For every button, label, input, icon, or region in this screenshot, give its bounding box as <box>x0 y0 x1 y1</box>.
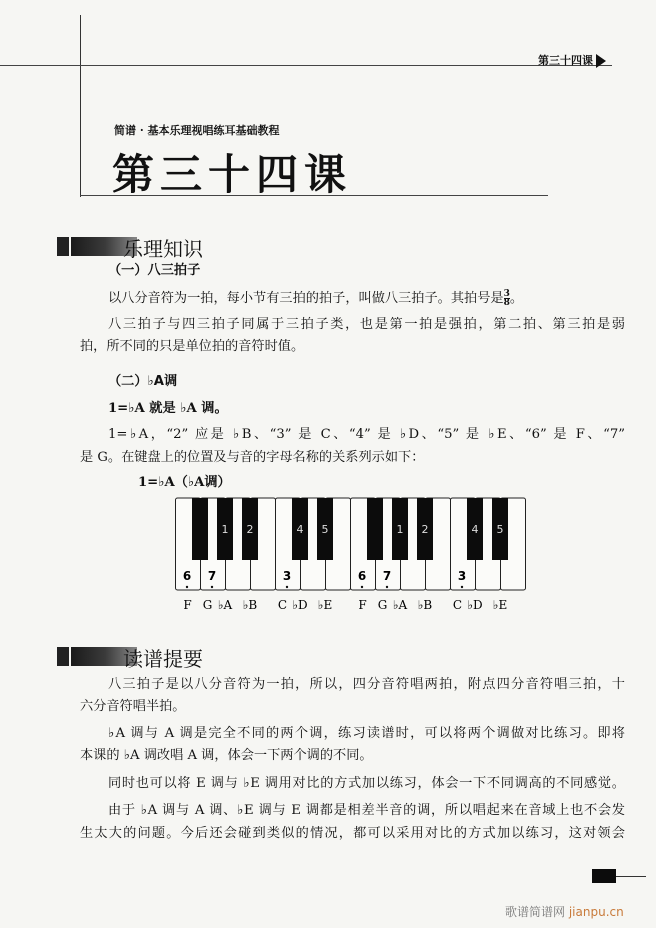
black-key-number: 5 <box>496 523 504 536</box>
black-key-number: 4 <box>296 523 304 536</box>
subheading-3-8-time: （一）八三拍子 <box>108 263 201 278</box>
paragraph-line <box>108 290 523 308</box>
note-name-label: ♭A <box>392 598 408 612</box>
low-octave-dot <box>361 586 363 588</box>
paragraph-line: 1=♭A 就是 ♭A 调。 <box>108 401 228 416</box>
paragraph-line: 生太大的问题。今后还会碰到类似的情况，都可以采用对比的方式加以练习，这对领会 <box>80 826 625 841</box>
keyboard-caption: 1=♭A（♭A调） <box>138 475 231 490</box>
note-name-label: G <box>202 598 213 612</box>
note-name-label: F <box>358 598 367 612</box>
note-name-label: C <box>277 598 288 612</box>
subheading-a-flat-key: （二）♭A调 <box>108 374 178 389</box>
watermark <box>505 903 624 920</box>
paragraph-line: 1=♭A，“2” 应是 ♭B、“3” 是 C、“4” 是 ♭D、“5” 是 ♭E、“6” 是 F、“7” <box>108 427 625 442</box>
header-rule <box>0 65 612 66</box>
note-name-label: ♭D <box>467 598 483 612</box>
note-name-label: ♭E <box>492 598 508 612</box>
paragraph-line: ♭A 调与 A 调是完全不同的两个调，练习读谱时，可以将两个调做对比练习。即将 <box>108 726 625 741</box>
low-octave-dot <box>286 586 288 588</box>
paragraph-line: 八三拍子与四三拍子同属于三拍子类，也是第一拍是强拍，第二拍、第三拍是弱 <box>108 317 625 332</box>
watermark-url: jianpu.cn <box>568 905 624 919</box>
note-name-label: C <box>452 598 463 612</box>
note-name-label: ♭B <box>242 598 258 612</box>
paragraph-line: 八三拍子是以八分音符为一拍，所以，四分音符唱两拍，附点四分音符唱三拍，十 <box>108 677 625 692</box>
black-key-number: 1 <box>396 523 404 536</box>
white-key-number: 6 <box>182 569 192 583</box>
paragraph-line: 六分音符唱半拍。 <box>80 699 186 714</box>
watermark-text: 歌谱简谱网 <box>505 905 566 919</box>
low-octave-dot <box>211 586 213 588</box>
page-number-rule <box>616 876 646 877</box>
white-key-number: 7 <box>382 569 392 583</box>
white-key-number: 3 <box>282 569 292 583</box>
black-key-number: 1 <box>221 523 229 536</box>
white-key-number: 3 <box>457 569 467 583</box>
white-key-number: 7 <box>207 569 217 583</box>
paragraph-line: 同时也可以将 E 调与 ♭E 调用对比的方式加以练习，体会一下不同调高的不同感觉。 <box>108 776 625 791</box>
low-octave-dot <box>186 586 188 588</box>
black-key-number: 2 <box>246 523 254 536</box>
low-octave-dot <box>461 586 463 588</box>
page-number-marker <box>592 869 616 883</box>
time-signature-numerator: 3 <box>503 289 510 299</box>
note-name-label: ♭B <box>417 598 433 612</box>
book-subtitle: 简谱 · 基本乐理视唱练耳基础教程 <box>114 124 280 137</box>
time-signature-denominator: 8 <box>503 298 510 308</box>
paragraph-line: 拍，所不同的只是单位拍的音符时值。 <box>80 339 305 354</box>
black-key-number: 4 <box>471 523 479 536</box>
running-header-text: 第三十四课 <box>538 54 593 67</box>
section-heading-text: 读谱提要 <box>123 647 203 671</box>
paragraph-text: 以八分音符为一拍，每小节有三拍的拍子，叫做八三拍子。其拍号是 <box>108 291 504 306</box>
black-key-number: 5 <box>321 523 329 536</box>
paragraph-line: 由于 ♭A 调与 A 调、♭E 调与 E 调都是相差半音的调，所以唱起来在音域上也不会发 <box>108 803 625 818</box>
running-header <box>538 52 606 68</box>
black-key <box>192 498 208 560</box>
triangle-marker-icon <box>596 54 606 68</box>
white-key-number: 6 <box>357 569 367 583</box>
paragraph-line: 是 G。在键盘上的位置及与音的字母名称的关系列示如下： <box>80 450 425 465</box>
paragraph-text: 。 <box>509 291 524 306</box>
margin-vertical-rule <box>80 15 81 197</box>
note-name-label: ♭A <box>217 598 233 612</box>
piano-keyboard-diagram <box>175 497 535 622</box>
black-key <box>367 498 383 560</box>
note-name-label: G <box>377 598 388 612</box>
black-key-number: 2 <box>421 523 429 536</box>
section-heading-text: 乐理知识 <box>123 237 203 261</box>
note-name-label: ♭D <box>292 598 308 612</box>
note-name-label: ♭E <box>317 598 333 612</box>
lesson-title: 第三十四课 <box>112 150 353 199</box>
low-octave-dot <box>386 586 388 588</box>
paragraph-line: 本课的 ♭A 调改唱 A 调，体会一下两个调的不同。 <box>80 748 373 763</box>
note-name-label: F <box>183 598 192 612</box>
